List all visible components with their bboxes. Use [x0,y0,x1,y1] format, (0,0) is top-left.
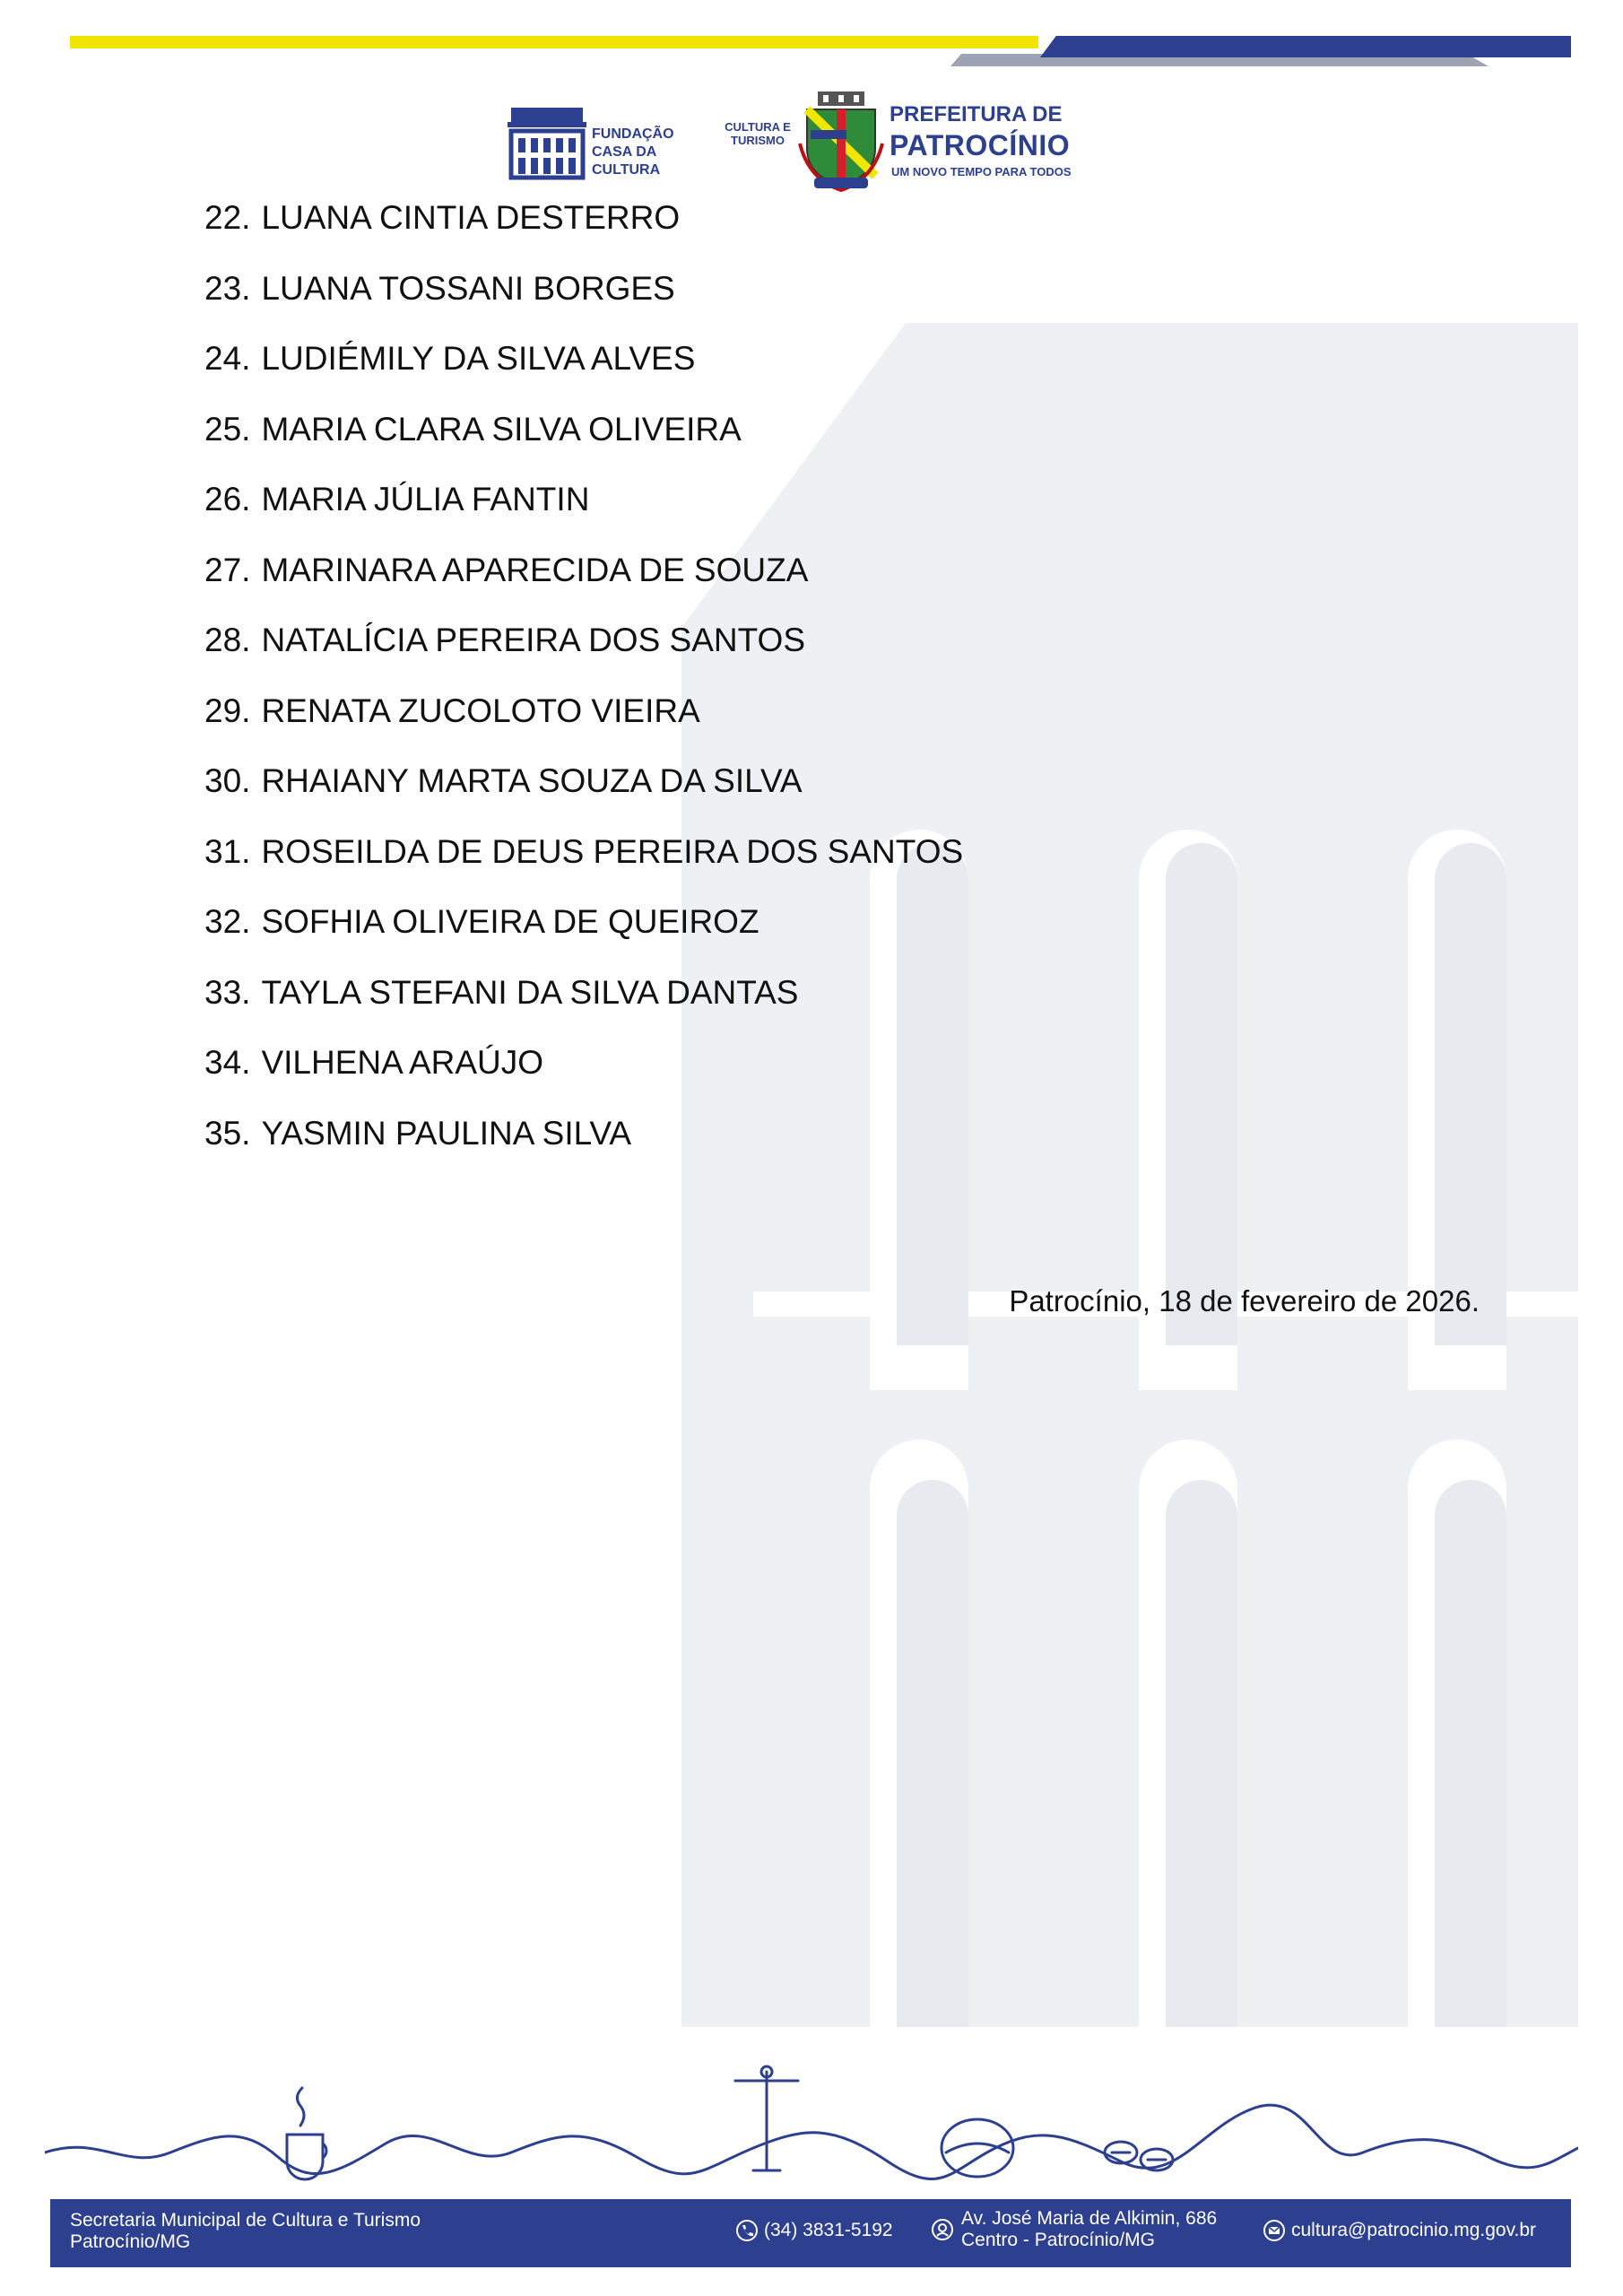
list-item [204,335,963,405]
list-item [204,687,963,758]
prefeitura-slogan: UM NOVO TEMPO PARA TODOS [891,165,1072,178]
item-number: 29. [204,691,251,729]
item-number: 23. [204,269,251,307]
fundacao-casa-da-cultura-name [592,126,674,179]
top-blue-stripe [1040,36,1571,57]
item-number: 31. [204,832,251,870]
item-number: 30. [204,762,251,799]
list-item [204,616,963,687]
list-item [204,475,963,546]
item-number: 24. [204,340,251,377]
footer-organization [70,2210,421,2253]
list-item [204,969,963,1039]
header-logos [502,90,1130,197]
footer-address-line-2: Centro - Patrocínio/MG [961,2230,1155,2250]
footer-bar [50,2199,1571,2267]
email-icon [1263,2219,1286,2242]
item-name: LUANA CINTIA DESTERRO [261,199,681,236]
item-number: 33. [204,973,251,1011]
list-item [204,405,963,476]
footer-org-line-2: Patrocínio/MG [70,2231,191,2252]
cultura-turismo-label [717,120,798,147]
item-name: MARINARA APARECIDA DE SOUZA [261,551,809,588]
item-name: YASMIN PAULINA SILVA [261,1114,632,1152]
footer-email [1263,2219,1536,2242]
fundacao-line-3: CULTURA [592,162,661,178]
footer-line-art [45,2063,1578,2197]
item-name: TAYLA STEFANI DA SILVA DANTAS [261,973,799,1011]
patrocinio-coat-of-arms-icon [798,90,884,196]
date-line: Patrocínio, 18 de fevereiro de 2026. [1009,1284,1480,1318]
footer-org-line-1: Secretaria Municipal de Cultura e Turismo [70,2210,421,2231]
item-number: 27. [204,551,251,588]
list-item [204,1109,963,1180]
footer-phone-text: (34) 3831-5192 [764,2220,893,2240]
item-name: MARIA JÚLIA FANTIN [261,481,590,517]
item-number: 22. [204,199,251,236]
cultura-turismo-line-2: TURISMO [731,134,785,147]
item-number: 35. [204,1114,251,1152]
cultura-turismo-line-1: CULTURA E [725,120,791,134]
fundacao-line-2: CASA DA [592,144,657,160]
footer-address [931,2208,1217,2251]
list-item [204,194,963,265]
item-number: 34. [204,1044,251,1081]
list-item [204,898,963,969]
item-name: RENATA ZUCOLOTO VIEIRA [261,691,700,729]
list-item [204,828,963,899]
item-number: 25. [204,410,251,448]
fundacao-line-1: FUNDAÇÃO [592,126,674,142]
fundacao-casa-da-cultura-logo-icon [508,104,586,181]
item-number: 26. [204,481,251,517]
item-name: NATALÍCIA PEREIRA DOS SANTOS [261,622,805,658]
item-name: LUANA TOSSANI BORGES [261,269,675,307]
top-yellow-stripe [70,36,1038,48]
prefeitura-line-1: PREFEITURA DE [890,102,1063,126]
name-list [204,194,963,1179]
item-name: MARIA CLARA SILVA OLIVEIRA [261,410,742,448]
item-name: RHAIANY MARTA SOUZA DA SILVA [261,762,803,799]
item-number: 28. [204,622,251,658]
item-number: 32. [204,903,251,940]
list-item [204,265,963,335]
list-item [204,1039,963,1109]
phone-icon [735,2219,759,2242]
list-item [204,757,963,828]
footer-address-line-1: Av. José Maria de Alkimin, 686 [961,2208,1218,2229]
prefeitura-line-2: PATROCÍNIO [890,129,1071,161]
location-icon [931,2218,954,2241]
footer-phone [735,2219,893,2242]
item-name: LUDIÉMILY DA SILVA ALVES [261,340,696,377]
item-name: VILHENA ARAÚJO [261,1044,544,1081]
list-item [204,546,963,617]
item-name: ROSEILDA DE DEUS PEREIRA DOS SANTOS [261,832,964,870]
footer-email-text: cultura@patrocinio.mg.gov.br [1291,2220,1537,2240]
item-name: SOFHIA OLIVEIRA DE QUEIROZ [261,903,759,940]
